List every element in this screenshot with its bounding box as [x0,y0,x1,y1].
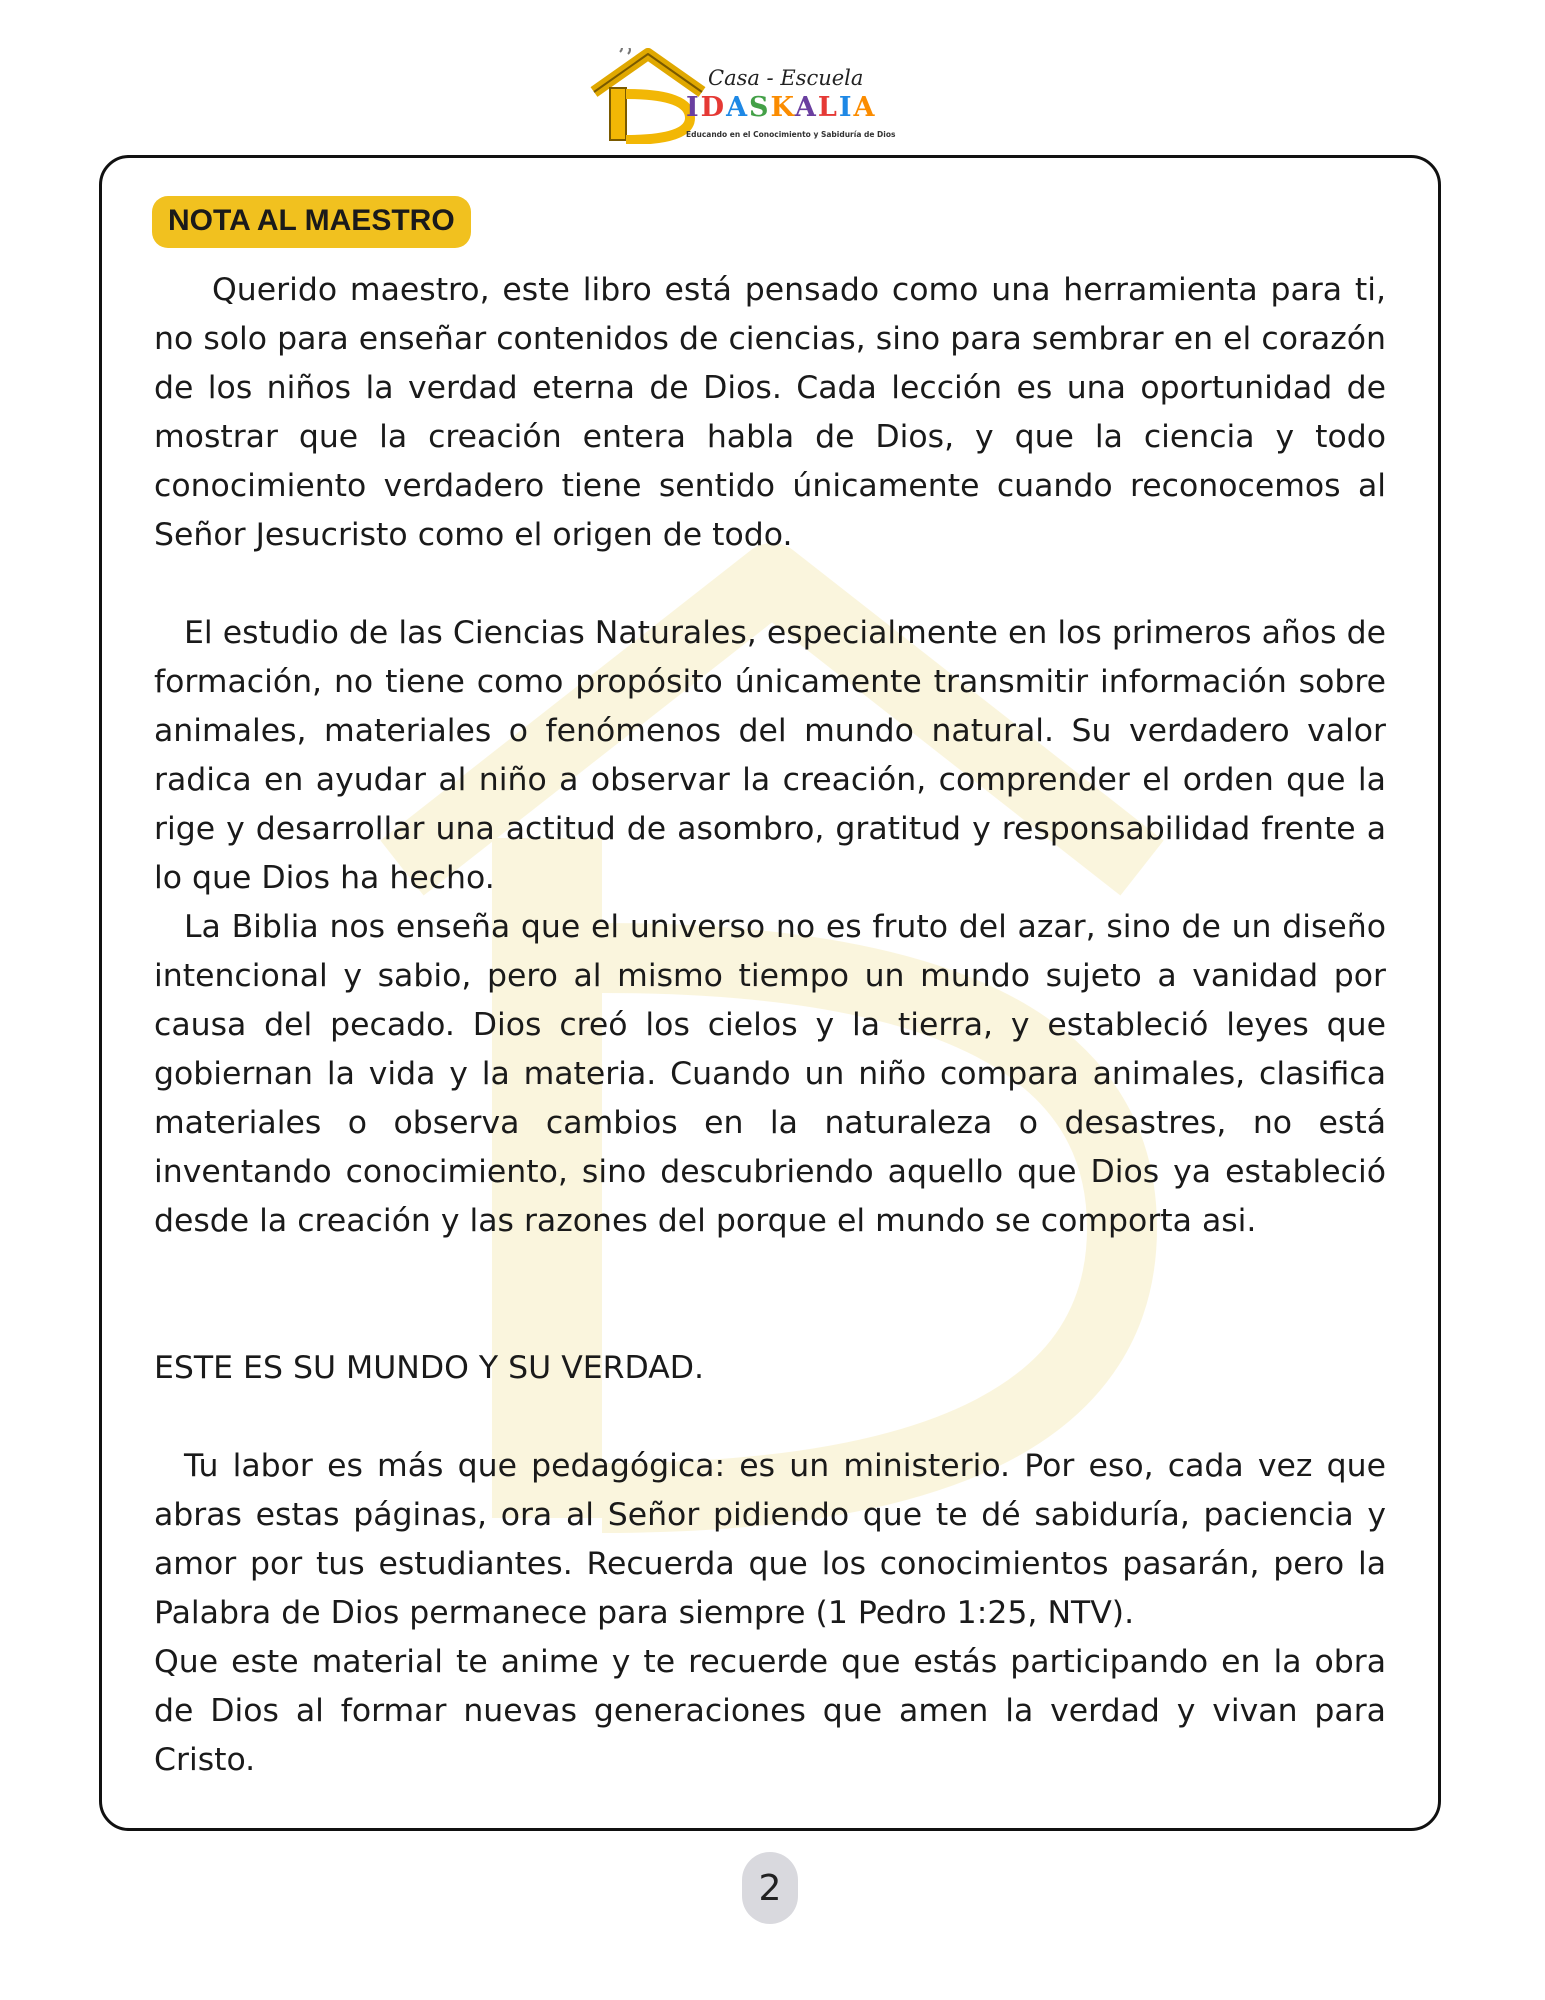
logo-letter: K [770,92,795,123]
paragraph: Tu labor es más que pedagógica: es un ministerio. Por eso, cada vez que abras estas páginas, ora al Señor pidiendo que te dé sabiduría, paciencia y amor por tus estudiantes. Recuerda que los conocimientos pasarán, pero la Palabra de Dios permanece para siempre (1 Pedro 1:25, NTV). [154,1448,1386,1631]
paragraph: Querido maestro, este libro está pensado como una herramienta para ti, no solo para enseñar contenidos de ciencias, sino para sembrar en el corazón de los niños la verdad eterna de Dios. Cada lección es una oportunidad de mostrar que la creación entera habla de Dios, y que la ciencia y todo conocimiento verdadero tiene sentido únicamente cuando reconocemos al Señor Jesucristo como el origen de todo. [154,272,1386,553]
school-logo [590,48,910,144]
logo-letter: A [726,92,750,123]
paragraph: La Biblia nos enseña que el universo no es fruto del azar, sino de un diseño intencional y sabio, pero al mismo tiempo un mundo sujeto a vanidad por causa del pecado. Dios creó los cielos y la tierra, y estableció leyes que gobiernan la vida y la materia. Cuando un niño compara animales, clasifica materiales o observa cambios en la naturaleza o desastres, no está inventando conocimiento, sino descubriendo aquello que Dios ya estableció desde la creación y las razones del porque el mundo se comporta asi. [154,909,1386,1239]
logo-letter: L [817,92,839,123]
logo-wordmark [686,92,876,123]
note-body [154,266,1386,1785]
logo-letter: I [686,92,701,123]
logo-letter: I [838,92,854,123]
paragraph: El estudio de las Ciencias Naturales, especialmente en los primeros años de formación, no tiene como propósito únicamente transmitir información sobre animales, materiales o fenómenos del mundo natural. Su verdadero valor radica en ayudar al niño a observar la creación, comprender el orden que la rige y desarrollar una actitud de asombro, gratitud y responsabilidad frente a lo que Dios ha hecho. [154,615,1386,896]
paragraph: Que este material te anime y te recuerde que estás participando en la obra de Dios al formar nuevas generaciones que amen la verdad y vivan para Cristo. [154,1644,1386,1778]
teacher-note-panel [99,155,1441,1831]
logo-tagline: Educando en el Conocimiento y Sabiduría de Dios [686,130,896,139]
logo-letter: A [794,92,818,123]
page-number: 2 [742,1852,798,1924]
logo-letter: D [700,92,727,123]
logo-script-text: Casa - Escuela [708,66,864,90]
heading-statement: ESTE ES SU MUNDO Y SU VERDAD. [154,1350,705,1386]
logo-letter: A [853,92,877,123]
logo-letter: S [749,92,771,123]
note-title-badge: NOTA AL MAESTRO [152,196,471,248]
